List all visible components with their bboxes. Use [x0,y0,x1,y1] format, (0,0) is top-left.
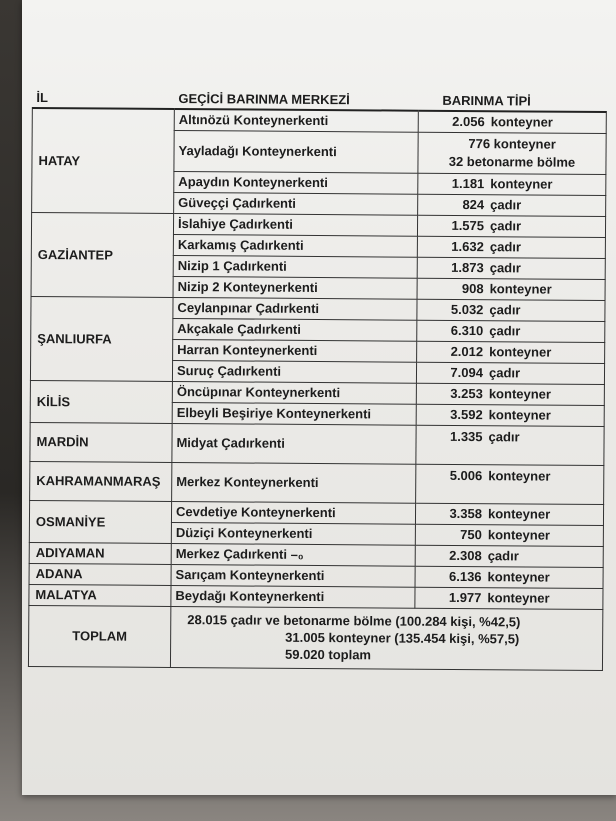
capacity-unit: çadır [488,365,521,381]
capacity-number: 824 [462,197,485,213]
center-cell: Akçakale Çadırkenti [173,318,417,341]
capacity-cell [416,464,604,504]
table-row [31,213,605,238]
capacity-unit: çadır [489,260,521,276]
province-cell: ŞANLIURFA [30,296,173,381]
center-cell: Altınözü Konteynerkenti [174,109,418,132]
capacity-cell [418,173,606,195]
province-cell: ADANA [29,563,171,585]
province-cell: ADIYAMAN [29,542,171,564]
capacity-number: 3.358 [449,505,483,522]
capacity-cell [417,299,605,321]
capacity-unit: konteyner [488,386,552,402]
center-cell: İslahiye Çadırkenti [173,213,417,236]
capacity-unit: konteyner [487,506,551,522]
capacity-unit: çadır [488,429,520,445]
capacity-cell [417,341,605,363]
capacity-number: 6.310 [450,322,484,339]
capacity-unit: çadır [489,218,522,234]
center-cell: Nizip 1 Çadırkenti [173,255,417,278]
province-cell: HATAY [32,108,175,213]
capacity-cell [415,524,603,546]
capacity-number: 1.575 [451,217,485,234]
capacity-line: 32 betonarme bölme [448,153,576,170]
capacity-cell [416,425,604,465]
capacity-number: 7.094 [450,364,484,381]
total-line: 31.005 konteyner (135.454 kişi, %57,5) [285,629,520,646]
province-cell: OSMANİYE [29,500,171,543]
capacity-number: 1.181 [451,175,485,192]
capacity-number: 1.873 [451,259,484,276]
capacity-unit: konteyner [487,569,550,585]
capacity-unit: çadır [489,239,522,255]
capacity-unit: konteyner [487,527,551,543]
center-cell: Sarıçam Konteynerkenti [171,564,415,587]
table-body [28,108,606,670]
capacity-cell [415,566,603,588]
capacity-number: 3.592 [450,406,483,423]
capacity-cell [416,383,604,405]
capacity-line: 776 konteyner [468,136,556,152]
capacity-cell [418,111,606,134]
capacity-unit: çadır [490,197,522,213]
capacity-unit: konteyner [489,344,552,360]
center-cell: Ceylanpınar Çadırkenti [173,297,417,320]
capacity-number: 2.056 [452,113,485,130]
capacity-number: 6.136 [448,568,482,585]
province-cell: KİLİS [30,380,172,423]
capacity-cell [417,278,605,300]
center-cell: Apaydın Konteynerkenti [174,171,418,194]
header-province: İL [32,86,174,109]
capacity-cell [417,320,605,342]
capacity-number: 5.032 [450,301,484,318]
center-cell: Suruç Çadırkenti [172,360,416,383]
capacity-number: 1.977 [448,589,482,606]
table-row [29,500,603,525]
capacity-number: 750 [460,527,482,543]
center-cell: Harran Konteynerkenti [173,339,417,362]
capacity-cell [416,404,604,426]
header-type: BARINMA TİPİ [418,89,606,112]
shelter-table-document [28,86,606,671]
capacity-cell [415,587,603,609]
center-cell: Nizip 2 Konteynerkenti [173,276,417,299]
total-line: 28.015 çadır ve betonarme bölme (100.284 kişi, %42,5) [187,611,521,629]
total-label: TOPLAM [28,605,170,667]
capacity-unit: çadır [487,548,519,564]
province-cell: GAZİANTEP [31,213,174,298]
center-cell: Karkamış Çadırkenti [173,234,417,257]
center-cell: Elbeyli Beşiriye Konteynerkenti [172,402,416,425]
center-cell: Midyat Çadırkenti [172,423,416,464]
capacity-number: 2.308 [449,547,482,564]
capacity-cell [416,362,604,384]
shelter-table [28,86,607,671]
center-cell: Yayladağı Konteynerkenti [174,130,418,173]
province-cell: MARDİN [30,422,172,462]
capacity-cell [417,257,605,279]
capacity-number: 1.335 [449,428,483,445]
capacity-unit: konteyner [490,176,553,192]
table-row [32,108,606,134]
capacity-unit: konteyner [488,468,551,484]
center-cell: Merkez Konteynerkenti [172,462,416,503]
table-row [31,296,605,321]
capacity-cell [417,236,605,258]
table-row [30,461,604,504]
center-cell: Beydağı Konteynerkenti [171,585,415,608]
capacity-cell [417,215,605,237]
center-cell: Güveççi Çadırkenti [174,192,418,215]
capacity-number: 908 [461,281,484,297]
capacity-number: 5.006 [449,467,483,484]
total-row [28,605,602,670]
center-cell: Öncüpınar Konteynerkenti [172,381,416,404]
table-row [30,380,604,405]
capacity-number: 3.253 [450,385,483,402]
center-cell: Cevdetiye Konteynerkenti [171,501,415,524]
capacity-unit: konteyner [489,281,552,297]
capacity-cell [415,503,603,525]
capacity-unit: çadır [489,323,521,339]
center-cell: Düziçi Konteynerkenti [171,522,415,545]
header-center: GEÇİCİ BARINMA MERKEZİ [174,87,418,111]
total-summary [170,606,602,670]
capacity-cell [415,545,603,567]
province-cell: MALATYA [29,584,171,606]
total-line: 59.020 toplam [284,646,372,662]
province-cell: KAHRAMANMARAŞ [30,461,172,501]
table-row [30,422,604,465]
capacity-number: 1.632 [451,238,484,255]
capacity-cell [418,132,606,174]
capacity-unit: konteyner [488,407,551,423]
capacity-cell [418,194,606,216]
capacity-unit: konteyner [490,114,553,130]
center-cell: Merkez Çadırkenti –₀ [171,543,415,566]
capacity-unit: çadır [489,302,521,318]
capacity-unit: konteyner [487,590,550,606]
capacity-number: 2.012 [450,343,484,360]
